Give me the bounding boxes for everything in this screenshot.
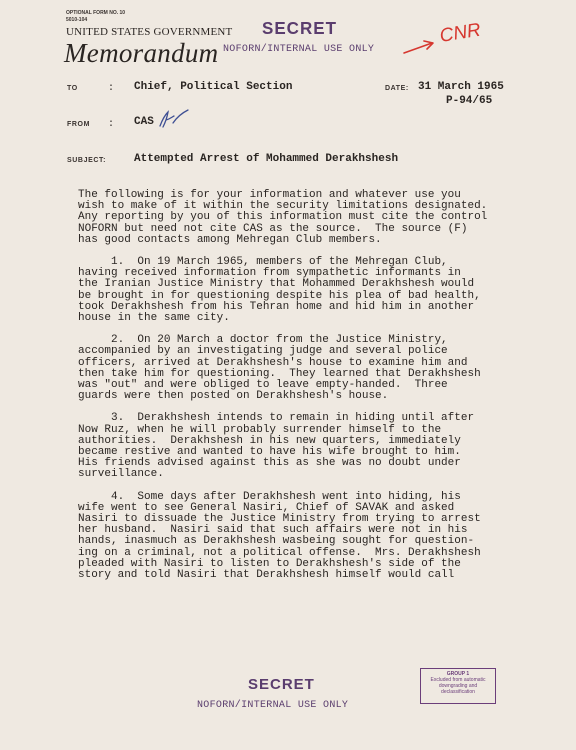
body-paragraph-2: 2. On 20 March a doctor from the Justice Ministry, accompanied by an investigating judge and several police officers, arrived at Derakhshesh's house to examine him and then take him for questioning. They learned that Derakhshesh was "out" and were obliged to leave empty-handed. Three guards were then posted on Derakhshesh's house. [78, 334, 481, 403]
subject-value: Attempted Arrest of Mohammed Derakhshesh [134, 153, 399, 165]
from-value: CAS [134, 116, 154, 128]
subject-label: SUBJECT: [67, 157, 107, 164]
handwritten-note: CNR [438, 19, 483, 47]
memo-body [78, 190, 518, 581]
group-declassification-stamp: GROUP 1 Excluded from automatic downgrading and declassification [420, 668, 496, 704]
handwritten-arrow-icon [402, 36, 438, 56]
classification-stamp-top: SECRET [262, 18, 337, 39]
classification-stamp-bottom: SECRET [248, 676, 315, 693]
from-label: FROM [67, 121, 91, 128]
date-label: DATE: [385, 85, 409, 92]
agency-name: UNITED STATES GOVERNMENT [66, 26, 233, 38]
reference-number: P-94/65 [446, 95, 493, 107]
body-paragraph-4: 4. Some days after Derakhshesh went into hiding, his wife went to see General Nasiri, Chief of SAVAK and asked Nasiri to dissuade the Justice Ministry from trying to arrest her husband. Nasiri said that such affairs were not in his hands, inasmuch as Derakhshesh wasbeing sought for question- ing on a criminal, not a political offense. Mrs. Derakhshesh pleaded with Nasiri to listen to Derakhshesh's side of the story and told Nasiri that Derakhshesh himself would call [78, 490, 481, 582]
body-paragraph-1: 1. On 19 March 1965, members of the Mehregan Club, having received information from sympathetic informants in the Iranian Justice Ministry that Mohammed Derakhshesh would be brought in for questioning despite his plea of bad health, took Derakhshesh from his Tehran home and hid him in another house in the same city. [78, 256, 481, 325]
date-value: 31 March 1965 [418, 81, 504, 93]
from-separator: : [108, 119, 115, 130]
to-value: Chief, Political Section [134, 81, 293, 93]
handling-stamp-bottom: NOFORN/INTERNAL USE ONLY [197, 700, 349, 711]
handling-stamp-top: NOFORN/INTERNAL USE ONLY [223, 44, 375, 55]
to-separator: : [108, 83, 115, 94]
body-paragraph-intro: The following is for your information and whatever use you wish to make of it within the security limitations designated. Any reporting by you of this information must cite the control NOFORN but need not cite CAS as the source. The source (F) has good contacts among Mehregan Club members. [78, 189, 488, 246]
form-title: Memorandum [64, 38, 219, 68]
body-paragraph-3: 3. Derakhshesh intends to remain in hiding until after Now Ruz, when he will probably surrender himself to the authorities. Derakhshesh in his new quarters, immediately became restive and wanted to have his wife brought to him. His friends advised against this as she was no doubt under surveillance. [78, 412, 475, 481]
handwritten-initials-icon [157, 108, 191, 130]
optional-form-number: OPTIONAL FORM NO. 10 5010-104 [66, 10, 126, 23]
to-label: TO [67, 85, 78, 92]
